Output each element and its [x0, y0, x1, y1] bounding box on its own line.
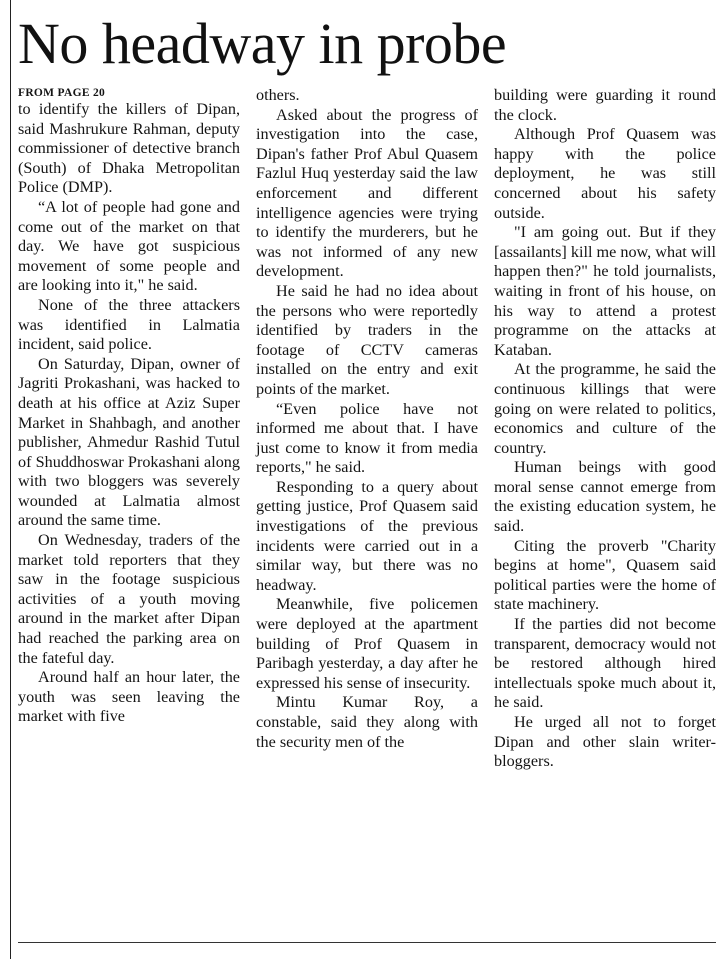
paragraph: Although Prof Quasem was happy with the police deployment, he was still concerned about his safety outside. — [494, 125, 716, 222]
paragraph: to identify the killers of Dipan, said Mashrukure Rahman, deputy commissioner of detective branch (South) of Dhaka Metropolitan Police (DMP). — [18, 100, 240, 197]
column-1 — [18, 86, 240, 772]
column-3 — [494, 86, 716, 772]
paragraph: At the programme, he said the continuous killings that were going on were related to politics, economics and culture of the country. — [494, 360, 716, 457]
paragraph: On Saturday, Dipan, owner of Jagriti Prokashani, was hacked to death at his office at Aziz Super Market in Shahbagh, and another publisher, Ahmedur Rashid Tutul of Shuddhoswar Prokashani along with two bloggers was severely wounded at Lalmatia almost around the same time. — [18, 354, 240, 530]
paragraph: If the parties did not become transparent, democracy would not be restored although hired intellectuals spoke much about it, he said. — [494, 615, 716, 712]
paragraph: Around half an hour later, the youth was seen leaving the market with five — [18, 668, 240, 726]
paragraph: He said he had no idea about the persons who were reportedly identified by traders in the footage of CCTV cameras installed on the entry and exit points of the market. — [256, 281, 478, 398]
paragraph: Asked about the progress of investigation into the case, Dipan's father Prof Abul Quasem Fazlul Huq yesterday said the law enforcement and different intelligence agencies were trying to identify the murderers, but he was not informed of any new development. — [256, 105, 478, 281]
paragraph: others. — [256, 86, 300, 104]
paragraph: Meanwhile, five policemen were deployed at the apartment building of Prof Quasem in Paribagh yesterday, a day after he expressed his sense of insecurity. — [256, 595, 478, 692]
paragraph: On Wednesday, traders of the market told reporters that they saw in the footage suspicious activities of a youth moving around in the market after Dipan had reached the parking area on the fateful day. — [18, 531, 240, 667]
paragraph: Citing the proverb "Charity begins at home", Quasem said political parties were the home of state machinery. — [494, 536, 716, 614]
paragraph: “Even police have not informed me about that. I have just come to know it from media reports," he said. — [256, 399, 478, 477]
headline: No headway in probe — [18, 11, 507, 76]
paragraph: Responding to a query about getting justice, Prof Quasem said investigations of the previous incidents were carried out in a similar way, but there was no headway. — [256, 477, 478, 594]
column-2 — [256, 86, 478, 772]
paragraph: None of the three attackers was identified in Lalmatia incident, said police. — [18, 295, 240, 354]
paragraph: "I am going out. But if they [assailants] kill me now, what will happen then?" he told journalists, waiting in front of his house, on his way to attend a protest programme on the attacks at Kataban. — [494, 223, 716, 359]
paragraph: Mintu Kumar Roy, a constable, said they along with the security men of the — [256, 693, 478, 751]
paragraph: “A lot of people had gone and come out of the market on that day. We have got suspicious movement of some people and are looking into it," he said. — [18, 197, 240, 295]
left-column-rule — [10, 0, 11, 959]
paragraph: He urged all not to forget Dipan and other slain writer-bloggers. — [494, 713, 716, 771]
paragraph: Human beings with good moral sense cannot emerge from the existing education system, he said. — [494, 458, 716, 536]
paragraph: building were guarding it round the clock. — [494, 86, 716, 124]
bottom-rule — [18, 942, 716, 943]
article-body — [18, 86, 716, 772]
dateline: FROM PAGE 20 — [18, 87, 106, 99]
